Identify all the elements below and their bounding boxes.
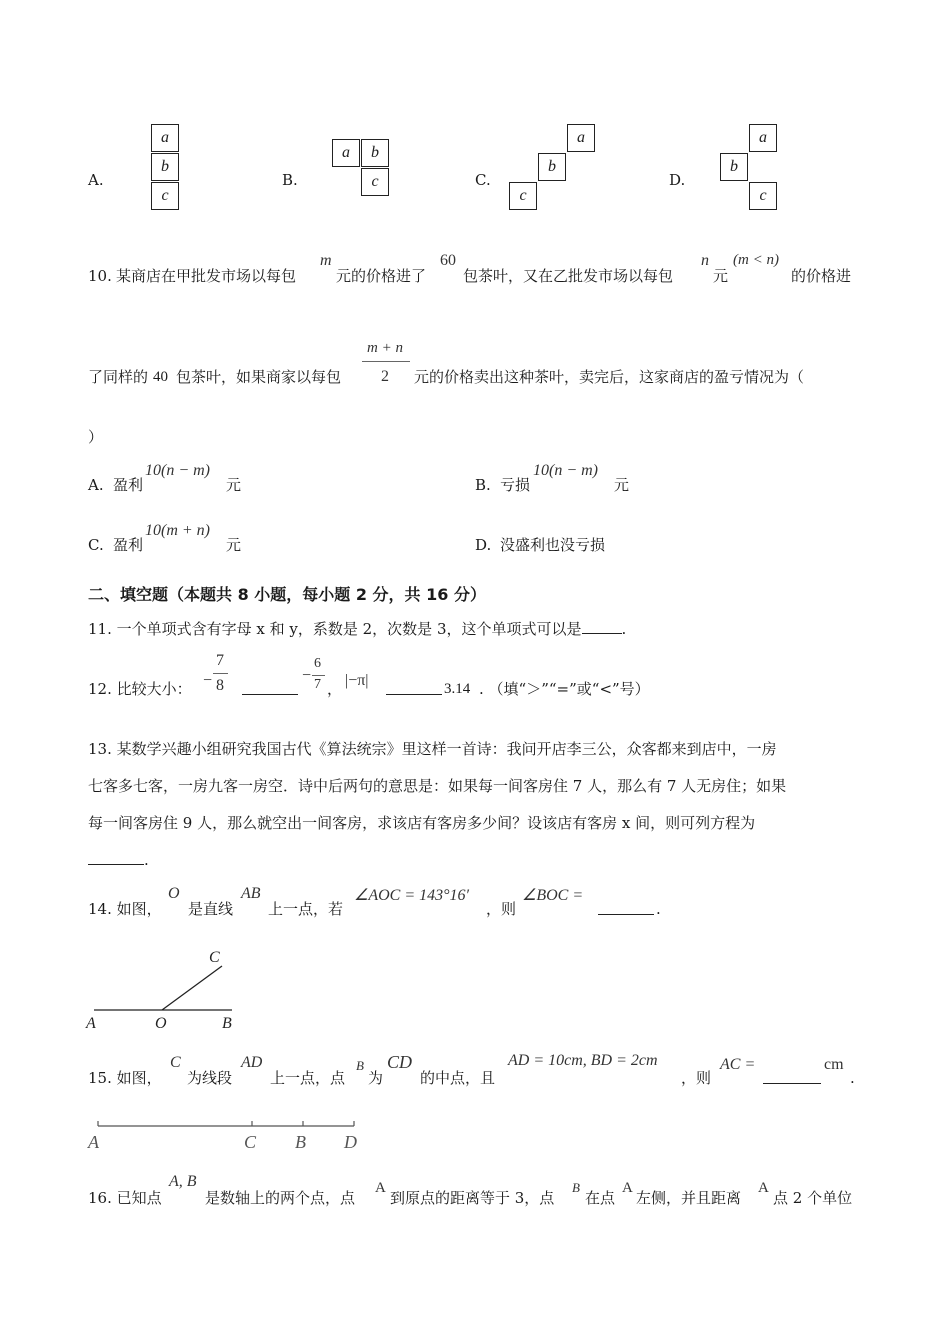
answer-blank (386, 680, 442, 695)
answer-blank (763, 1069, 821, 1084)
q14-text: 14. 如图， (88, 900, 162, 918)
q10-option-a-unit: 元 (226, 476, 242, 494)
answer-blank (582, 619, 622, 634)
q10-option-a-label: A. (88, 476, 104, 494)
q10-var-m: m (320, 252, 332, 269)
q16-text: 到原点的距离等于 3，点 (390, 1189, 555, 1207)
q10-number: 10. (88, 267, 112, 285)
q10-option-c-expr: 10(m + n) (145, 522, 211, 539)
fig-label-a: A (88, 1132, 99, 1152)
q13-line: 每一间客房住 9 人，那么就空出一间客房，求该店有客房多少间？设该店有客房 x 间，则可列方程为 (88, 814, 756, 832)
question-11 (88, 619, 626, 639)
option-d-label: D. (669, 171, 686, 189)
q12-f1-sign: − (203, 672, 213, 689)
q11-text: 11. 一个单项式含有字母 x 和 y，系数是 2，次数是 3，这个单项式可以是 (88, 620, 582, 638)
q14-text: ，则 (486, 900, 517, 918)
answer-blank (242, 680, 298, 695)
q10-text: 了同样的 (88, 368, 149, 386)
q14-text: 是直线 (188, 900, 234, 918)
q14-line-ab: AB (241, 885, 261, 902)
q10-text: 包茶叶，如果商家以每包 (176, 368, 342, 386)
q10-text: 某商店在甲批发市场以每包 (116, 267, 297, 285)
net-cell: b (361, 139, 389, 167)
q14-figure (80, 942, 250, 1037)
option-a-label: A. (88, 171, 104, 189)
q16-text: 点 2 个单位 (773, 1189, 853, 1207)
q10-frac-den: 2 (381, 368, 389, 385)
q10-option-c-unit: 元 (226, 536, 242, 554)
q15-figure (84, 1116, 374, 1156)
q14-text: 上一点，若 (268, 900, 344, 918)
q12-f1-bar (213, 673, 228, 674)
section-heading: 二、填空题（本题共 8 小题，每小题 2 分，共 16 分） (88, 585, 486, 604)
q12-value: 3.14 (444, 681, 471, 697)
q15-text: 为 (368, 1069, 384, 1087)
ray-oc (162, 966, 222, 1010)
q16-points-ab: A, B (169, 1173, 197, 1190)
fig-label-b: B (295, 1132, 306, 1152)
q12-prefix: 12. 比较大小： (88, 680, 192, 698)
net-cell: c (749, 182, 777, 210)
q10-option-b-label: B. (475, 476, 491, 494)
q16-text: 16. 已知点 (88, 1189, 162, 1207)
q10-close-paren: ） (88, 428, 104, 446)
q15-segment-cd: CD (387, 1052, 413, 1072)
net-cell: c (151, 182, 179, 210)
q14-end: . (656, 900, 661, 918)
q14-point-o: O (168, 885, 180, 902)
q11-end: . (621, 620, 627, 638)
q15-point-b: B (356, 1058, 364, 1073)
q16-text: 是数轴上的两个点，点 (205, 1189, 356, 1207)
q10-text: 元 (713, 267, 729, 285)
q12-comma: ， (327, 680, 343, 698)
q12-f1-den: 8 (216, 677, 224, 694)
fig-label-b: B (222, 1015, 232, 1032)
q10-var-n: n (701, 252, 709, 269)
net-cell: a (567, 124, 595, 152)
net-cell: c (509, 182, 537, 210)
q16-text: 在点 (585, 1189, 616, 1207)
q15-segment-ad: AD (241, 1054, 263, 1071)
q15-condition: AD = 10cm, BD = 2cm (508, 1052, 658, 1069)
q12-f2-den: 7 (314, 677, 321, 692)
fig-label-o: O (155, 1015, 167, 1032)
q10-condition: (m < n) (733, 252, 779, 268)
q16-point-a: A (375, 1180, 386, 1196)
q16-point-b: B (572, 1180, 580, 1195)
q12-f2-num: 6 (314, 656, 321, 671)
net-cell: a (749, 124, 777, 152)
q15-point-c: C (170, 1054, 181, 1071)
q12-f1-num: 7 (216, 652, 224, 669)
option-b-label: B. (282, 171, 298, 189)
fig-label-a: A (86, 1015, 96, 1032)
q14-angle-aoc: ∠AOC = 143°16′ (354, 887, 470, 904)
q10-option-a-text: 盈利 (113, 476, 144, 494)
q13-line: 13. 某数学兴趣小组研究我国古代《算法统宗》里这样一首诗：我问开店李三公，众客都来到店中，一房 (88, 740, 777, 758)
answer-blank (88, 850, 144, 865)
q10-text: 元的价格进了 (336, 267, 427, 285)
q13-line: 七客多七客，一房九客一房空．诗中后两句的意思是：如果每一间客房住 7 人，那么有 7 人无房住；如果 (88, 777, 787, 795)
q16-text: 左侧，并且距离 (636, 1189, 742, 1207)
q15-text: 上一点，点 (270, 1069, 346, 1087)
q14-angle-boc: ∠BOC = (522, 887, 584, 904)
q10-option-d-label: D. (475, 536, 492, 554)
q16-point-a: A (622, 1180, 633, 1196)
net-cell: c (361, 168, 389, 196)
net-cell: b (151, 153, 179, 181)
fig-label-d: D (344, 1132, 357, 1152)
q15-end: . (850, 1069, 855, 1087)
q12-f2-bar (312, 675, 325, 676)
q10-text: 包茶叶，又在乙批发市场以每包 (463, 267, 674, 285)
q13-end: . (144, 851, 149, 869)
q10-option-b-text: 亏损 (500, 476, 531, 494)
net-cell: a (332, 139, 360, 167)
answer-blank (598, 900, 654, 915)
q15-text: ，则 (681, 1069, 712, 1087)
q10-option-b-expr: 10(n − m) (533, 462, 599, 479)
q12-hint: . （填“＞”“=”或“<”号） (479, 680, 650, 698)
q15-text: 的中点，且 (420, 1069, 496, 1087)
net-cell: a (151, 124, 179, 152)
q10-frac-num: m + n (367, 340, 403, 356)
q13-answer-line (88, 850, 149, 870)
net-cell: b (538, 153, 566, 181)
q12-f2-sign: − (302, 667, 312, 684)
q10-forty: 40 (153, 369, 168, 385)
q12-abs-pi: |−π| (345, 672, 369, 689)
q10-option-c-label: C. (88, 536, 104, 554)
q16-point-a: A (758, 1180, 769, 1196)
q10-option-d-text: 没盛利也没亏损 (500, 536, 606, 554)
q15-ac: AC = (720, 1056, 756, 1073)
q10-option-c-text: 盈利 (113, 536, 144, 554)
q10-option-a-expr: 10(n − m) (145, 462, 211, 479)
q10-sixty: 60 (440, 252, 456, 269)
fig-label-c: C (209, 949, 220, 966)
q10-text: 的价格进 (791, 267, 852, 285)
option-c-label: C. (475, 171, 491, 189)
q10-option-b-unit: 元 (614, 476, 630, 494)
net-cell: b (720, 153, 748, 181)
q15-unit: cm (824, 1056, 844, 1073)
q10-text: 元的价格卖出这种茶叶，卖完后，这家商店的盈亏情况为（ (414, 368, 805, 386)
q15-text: 为线段 (187, 1069, 233, 1087)
q10-frac-bar (362, 361, 410, 362)
q15-text: 15. 如图， (88, 1069, 162, 1087)
fig-label-c: C (244, 1132, 257, 1152)
